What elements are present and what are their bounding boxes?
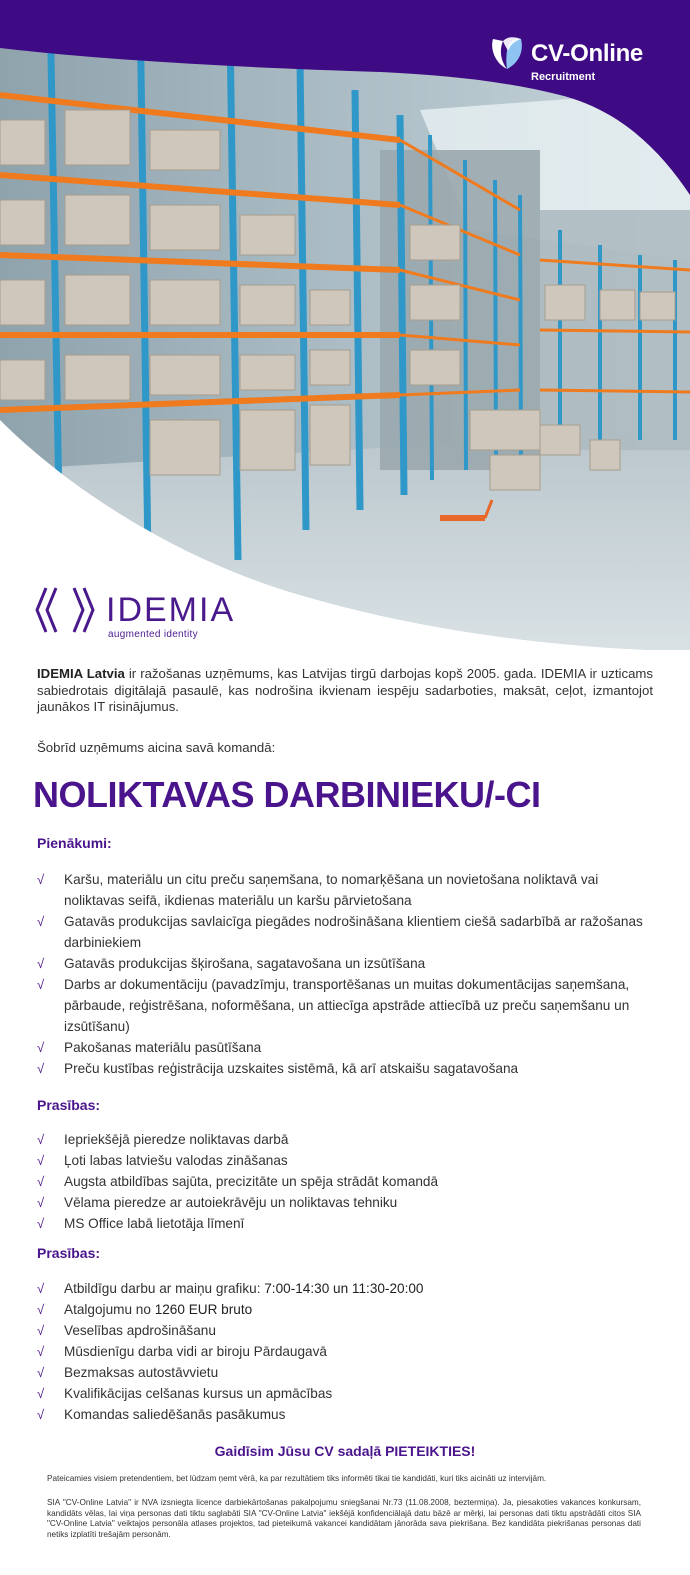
list-item: √ Pakošanas materiālu pasūtīšana (37, 1037, 655, 1058)
check-icon: √ (37, 1061, 45, 1076)
check-icon: √ (37, 1195, 45, 1210)
duties-heading: Pienākumi: (37, 835, 112, 851)
check-icon: √ (37, 1040, 45, 1055)
list-item: √ Veselības apdrošināšanu (37, 1320, 655, 1341)
list-item: √ Karšu, materiālu un citu preču saņemšana, to nomarķēšana un novietošana noliktavā vai noliktavas seifā, ikdienas materiālu un karšu pārvietošana (37, 869, 655, 911)
duties-list (37, 869, 655, 1079)
list-item: √ Ļoti labas latviešu valodas zināšanas (37, 1150, 655, 1171)
intro-lead: Šobrīd uzņēmums aicina savā komandā: (37, 740, 276, 755)
list-item: √ Preču kustības reģistrācija uzskaites sistēmā, kā arī atskaišu sagatavošana (37, 1058, 655, 1079)
check-icon: √ (37, 872, 45, 887)
check-icon: √ (37, 1323, 45, 1338)
list-item: √ Darbs ar dokumentāciju (pavadzīmju, transportēšanas un muitas dokumentācijas saņemšana, pārbaude, reģistrēšana, noformēšana, un attiecīga apstrāde attiecībā uz preču saņemšanu un izsūtīšanu) (37, 974, 655, 1037)
list-item: √ Komandas saliedēšanās pasākumus (37, 1404, 655, 1425)
check-icon: √ (37, 914, 45, 929)
check-icon: √ (37, 1344, 45, 1359)
list-item: √ Iepriekšējā pieredze noliktavas darbā (37, 1129, 655, 1150)
list-item: √ Atbildīgu darbu ar maiņu grafiku: 7:00-14:30 un 11:30-20:00 (37, 1278, 655, 1299)
hero-banner (0, 0, 690, 650)
check-icon: √ (37, 1281, 45, 1296)
idemia-wordmark: IDEMIA (106, 591, 236, 629)
check-icon: √ (37, 1386, 45, 1401)
apply-call-to-action[interactable]: Gaidīsim Jūsu CV sadaļā PIETEIKTIES! (214, 1443, 476, 1459)
offer-heading: Prasības: (37, 1245, 101, 1261)
license-text: SIA "CV-Online Latvia" ir NVA izsniegta licence darbiekārtošanas pakalpojumu sniegšanai Nr.73 (11.08.2008, beztermiņa). Ja, piesakoties vakances konkursam, kandidāts vēlas, lai viņa personas dati tiktu saglabāti SIA "CV-Online Latvia" iekšējā konfidenciālajā datu bāzē ar mērķi, lai personas dati tiktu apstrādāti citos SIA "CV-Online Latvia" veiktajos personāla atlases projektos, tad pieteikumā vakancei kandidātam jānorāda sava piekrišana. Bez kandidāta piekrišanas personas dati netiks izplatīti trešajām personām. (47, 1498, 641, 1539)
offer-list (37, 1278, 655, 1425)
check-icon: √ (37, 1132, 45, 1147)
check-icon: √ (37, 1302, 45, 1317)
check-icon: √ (37, 956, 45, 971)
idemia-tagline: augmented identity (108, 629, 198, 640)
cv-online-subtitle: Recruitment (531, 71, 596, 83)
company-name: IDEMIA Latvia (37, 666, 125, 681)
check-icon: √ (37, 1365, 45, 1380)
idemia-brackets-icon (34, 585, 96, 635)
list-item: √ Kvalifikācijas celšanas kursus un apmācības (37, 1383, 655, 1404)
idemia-logo (34, 585, 264, 647)
requirements-heading: Prasības: (37, 1097, 101, 1113)
check-icon: √ (37, 1174, 45, 1189)
cv-online-logo-icon (487, 33, 527, 73)
disclaimer-text: Pateicamies visiem pretendentiem, bet lūdzam ņemt vērā, ka par rezultātiem tiks informēti tikai tie kandidāti, kuri tiks aicināti uz intervijām. (47, 1474, 547, 1483)
requirements-list (37, 1129, 655, 1234)
list-item: √ Atalgojumu no 1260 EUR bruto (37, 1299, 655, 1320)
list-item: √ Augsta atbildības sajūta, precizitāte un spēja strādāt komandā (37, 1171, 655, 1192)
check-icon: √ (37, 977, 45, 992)
cv-online-logo (487, 30, 662, 90)
list-item: √ Gatavās produkcijas savlaicīga piegādes nodrošināšana klientiem ciešā sadarbībā ar ražošanas darbiniekiem (37, 911, 655, 953)
warehouse-photo (0, 0, 690, 650)
list-item: √ MS Office labā lietotāja līmenī (37, 1213, 655, 1234)
list-item: √ Bezmaksas autostāvvietu (37, 1362, 655, 1383)
list-item: √ Vēlama pieredze ar autoiekrāvēju un noliktavas tehniku (37, 1192, 655, 1213)
company-description: ir ražošanas uzņēmums, kas Latvijas tirgū darbojas kopš 2005. gada. IDEMIA ir uzticams sabiedrotais digitālajā pasaulē, kas nodrošina ikvienam iespēju sadarboties, maksāt, ceļot, izmantojot jaunākos IT risinājumus. (37, 666, 653, 714)
company-intro (37, 666, 653, 716)
job-title: NOLIKTAVAS DARBINIEKU/-CI (33, 774, 541, 815)
check-icon: √ (37, 1216, 45, 1231)
list-item: √ Mūsdienīgu darba vidi ar biroju Pārdaugavā (37, 1341, 655, 1362)
list-item: √ Gatavās produkcijas šķirošana, sagatavošana un izsūtīšana (37, 953, 655, 974)
cv-online-name: CV-Online (531, 40, 643, 67)
check-icon: √ (37, 1153, 45, 1168)
check-icon: √ (37, 1407, 45, 1422)
